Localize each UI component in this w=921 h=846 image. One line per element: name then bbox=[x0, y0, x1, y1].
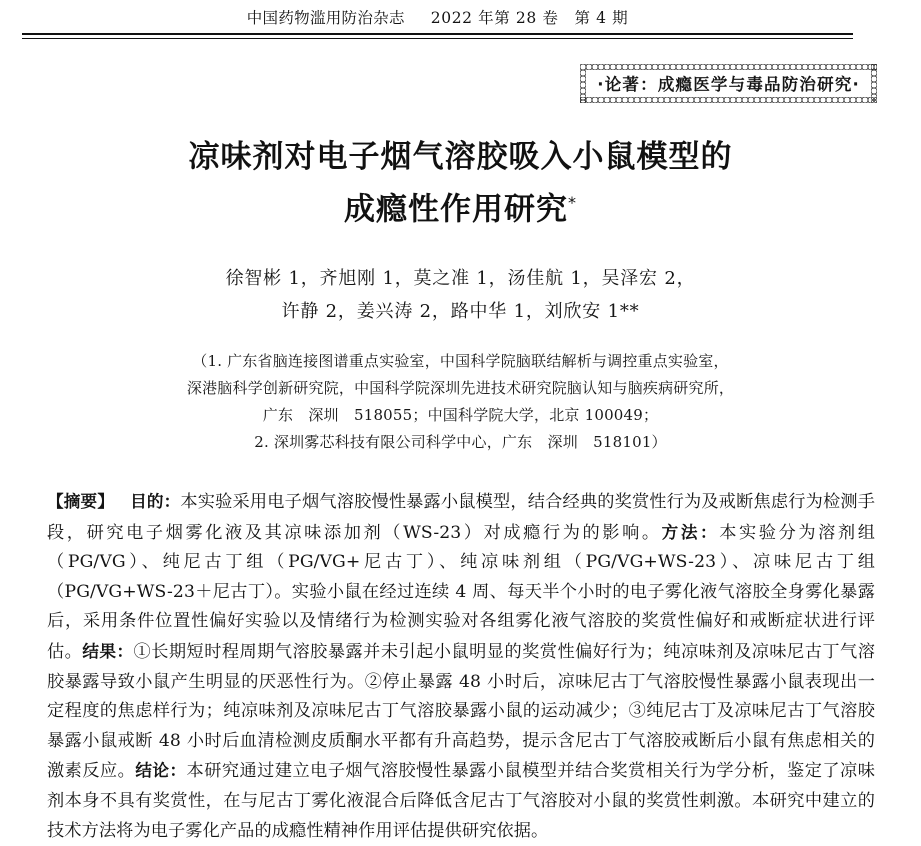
abstract-label: 【摘要】 bbox=[47, 492, 115, 511]
affiliation-block bbox=[90, 348, 831, 456]
journal-title: 中国药物滥用防治杂志 bbox=[246, 9, 405, 27]
results-label: 结果： bbox=[82, 641, 134, 661]
methods-text: 本实验分为溶剂组（PG/VG）、纯尼古丁组（PG/VG+尼古丁）、纯凉味剂组（PG/VG+WS-23）、凉味尼古丁组（PG/VG+WS-23＋尼古丁）。实验小鼠在经过连续 4 周、每天半个小时的电子雾化液气溶胶全身雾化暴露后，采用条件位置性偏好实验以及情绪行为检测实验对各组雾化液气溶胶的奖赏性偏好和戒断症状进行评估。 bbox=[47, 522, 875, 662]
title-line-2 bbox=[60, 180, 861, 232]
conclusion-label: 结论： bbox=[135, 761, 187, 781]
header-rules bbox=[22, 33, 853, 39]
title-line-1: 凉味剂对电子烟气溶胶吸入小鼠模型的 bbox=[188, 139, 733, 175]
volume-issue: 2022 年第 28 卷 第 4 期 bbox=[430, 9, 629, 27]
affiliation-line: 广东 深圳 518055；中国科学院大学，北京 100049； bbox=[262, 406, 659, 424]
objective-text: 本实验采用电子烟气溶胶慢性暴露小鼠模型，结合经典的奖赏性行为及戒断焦虑行为检测手段，研究电子烟雾化液及其凉味添加剂（WS-23）对成瘾行为的影响。 bbox=[47, 492, 875, 543]
title-line-2-text: 成瘾性作用研究 bbox=[344, 191, 568, 228]
conclusion-text: 本研究通过建立电子烟气溶胶慢性暴露小鼠模型并结合奖赏相关行为学分析，鉴定了凉味剂本身不具有奖赏性，在与尼古丁雾化液混合后降低含尼古丁气溶胶对小鼠的奖赏性刺激。本研究中建立的技术方法将为电子雾化产品的成瘾性精神作用评估提供研究依据。 bbox=[47, 761, 875, 841]
rule-thin bbox=[22, 38, 853, 39]
author-line-2: 许静 2，姜兴涛 2，路中华 1，刘欣安 1** bbox=[281, 301, 640, 322]
page-title bbox=[60, 135, 861, 232]
abstract-block bbox=[47, 487, 875, 846]
affiliation-line: 2. 深圳雾芯科技有限公司科学中心，广东 深圳 518101） bbox=[254, 433, 667, 451]
results-text: ①长期短时程周期气溶胶暴露并未引起小鼠明显的奖赏性偏好行为；纯凉味剂及凉味尼古丁气溶胶暴露导致小鼠产生明显的厌恶性行为。②停止暴露 48 小时后，凉味尼古丁气溶胶慢性暴露小鼠表现出一定程度的焦虑样行为；纯凉味剂及凉味尼古丁气溶胶暴露小鼠的运动减少；③纯尼古丁及凉味尼古丁气溶胶暴露小鼠戒断 48 小时后血清检测皮质酮水平都有升高趋势，提示含尼古丁气溶胶戒断后小鼠有焦虑相关的激素反应。 bbox=[47, 641, 875, 782]
methods-label: 方法： bbox=[661, 522, 720, 542]
section-badge: ·论著：成瘾医学与毒品防治研究· bbox=[580, 64, 877, 103]
title-footnote-marker: * bbox=[568, 193, 577, 212]
affiliation-line: 深港脑科学创新研究院，中国科学院深圳先进技术研究院脑认知与脑疾病研究所， bbox=[186, 379, 735, 397]
running-head bbox=[22, 6, 853, 28]
objective-label: 目的： bbox=[130, 492, 181, 511]
author-line-1: 徐智彬 1，齐旭刚 1，莫之准 1，汤佳航 1，吴泽宏 2， bbox=[225, 268, 696, 289]
affiliation-line: （1. 广东省脑连接图谱重点实验室，中国科学院脑联结解析与调控重点实验室， bbox=[192, 352, 729, 370]
rule-thick bbox=[22, 33, 853, 35]
author-list bbox=[60, 262, 861, 328]
